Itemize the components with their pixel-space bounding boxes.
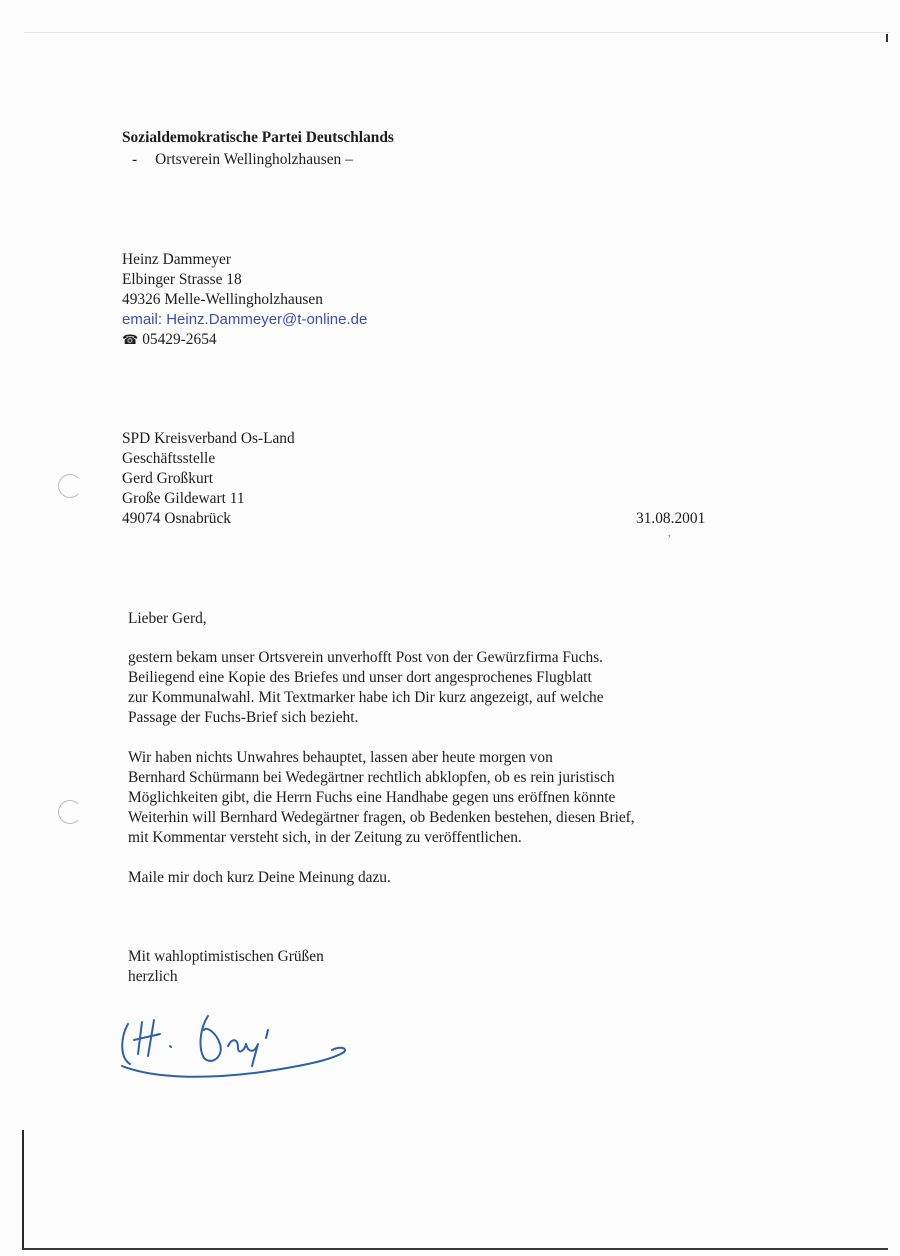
sender-email-line[interactable] (122, 310, 367, 330)
scan-mark (886, 34, 888, 42)
sender-city: 49326 Melle-Wellingholzhausen (122, 291, 323, 308)
paragraph1-line: zur Kommunalwahl. Mit Textmarker habe ich Dir kurz angezeigt, auf welche (128, 689, 604, 706)
sender-phone: 05429-2654 (142, 331, 217, 348)
recipient-city: 49074 Osnabrück (122, 510, 231, 527)
sender-street: Elbinger Strasse 18 (122, 271, 242, 288)
closing-line-2: herzlich (128, 968, 178, 985)
recipient-street: Große Gildewart 11 (122, 490, 245, 507)
email-link[interactable]: Heinz.Dammeyer@t-online.de (166, 311, 368, 328)
paragraph1-line: Beiliegend eine Kopie des Briefes und unser dort angesprochenes Flugblatt (128, 669, 592, 686)
scan-edge-bottom (22, 1248, 888, 1250)
recipient-name: Gerd Großkurt (122, 470, 214, 487)
recipient-org: SPD Kreisverband Os-Land (122, 430, 295, 447)
scan-edge-top (24, 32, 890, 33)
branch-line (132, 150, 353, 170)
party-name: Sozialdemokratische Partei Deutschlands (122, 129, 394, 146)
recipient-dept: Geschäftsstelle (122, 450, 216, 467)
scan-edge-left (22, 1130, 24, 1250)
paragraph2-line: Möglichkeiten gibt, die Herrn Fuchs eine Handhabe gegen uns eröffnen könnte (128, 789, 616, 806)
telephone-icon: ☎ (122, 333, 139, 348)
sender-phone-line (122, 330, 217, 351)
branch-name: Ortsverein Wellingholzhausen – (155, 151, 353, 168)
handwritten-signature (112, 1008, 352, 1088)
paragraph2-line: Bernhard Schürmann bei Wedegärtner rechtlich abklopfen, ob es rein juristisch (128, 769, 615, 786)
paragraph1-line: Passage der Fuchs-Brief sich bezieht. (128, 709, 359, 726)
punch-hole-lower (58, 800, 82, 824)
paragraph2-line: Weiterhin will Bernhard Wedegärtner fragen, ob Bedenken bestehen, diesen Brief, (128, 809, 635, 826)
punch-hole-upper (58, 474, 82, 498)
closing-line: Mit wahloptimistischen Grüßen (128, 948, 324, 965)
sender-name: Heinz Dammeyer (122, 251, 231, 268)
salutation: Lieber Gerd, (128, 610, 207, 627)
paragraph1-line: gestern bekam unser Ortsverein unverhofft Post von der Gewürzfirma Fuchs. (128, 649, 603, 666)
email-label: email: (122, 311, 163, 328)
paragraph2-line: Wir haben nichts Unwahres behauptet, lassen aber heute morgen von (128, 749, 553, 766)
paragraph3: Maile mir doch kurz Deine Meinung dazu. (128, 869, 391, 886)
letter-date: 31.08.2001 (636, 510, 706, 527)
branch-dash: - (132, 151, 138, 168)
pen-mark: , (668, 528, 671, 539)
paragraph2-line: mit Kommentar versteht sich, in der Zeitung zu veröffentlichen. (128, 829, 522, 846)
